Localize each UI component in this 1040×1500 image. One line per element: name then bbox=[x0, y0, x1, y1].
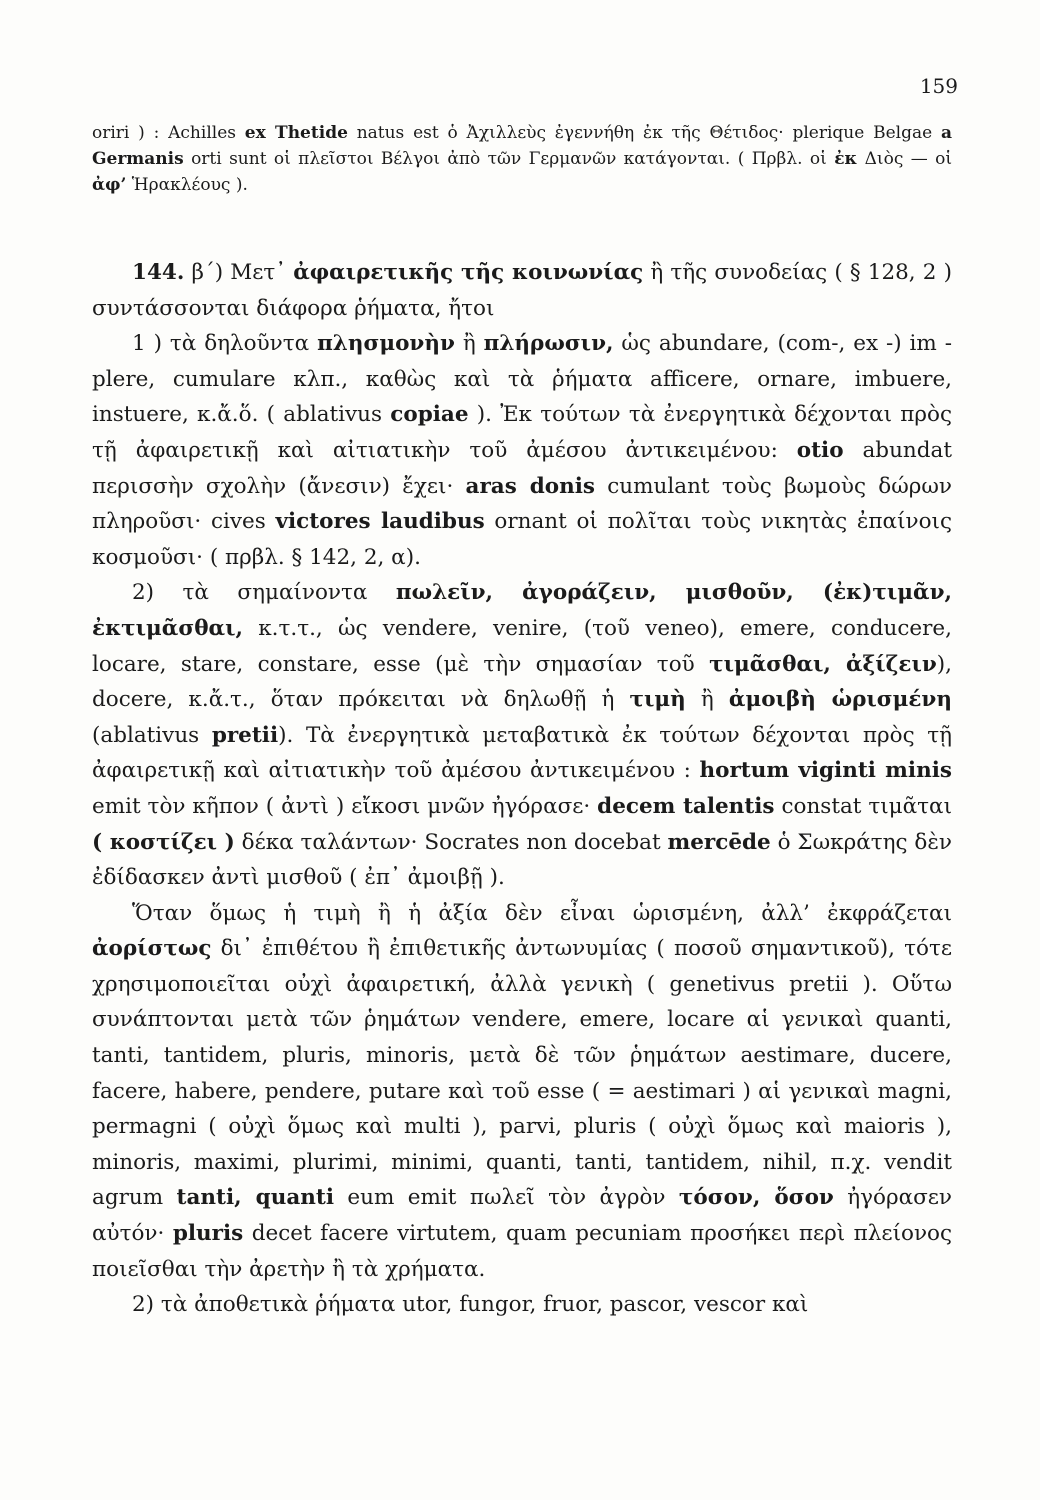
page-number: 159 bbox=[919, 74, 958, 98]
note-paragraph: oriri ) : Achilles ex Thetide natus est ὁ Ἀχιλλεὺς ἐγεννήθη ἐκ τῆς Θέτιδος· plerique Belgae a Germanis orti sunt οἱ πλεῖστοι Βέλγοι ἀπὸ τῶν Γερμανῶν κατάγονται. ( Πρβλ. οἱ ἐκ Διὸς — οἱ ἀφ’ Ἡρακλέους ). bbox=[92, 123, 953, 195]
paragraph-144: 144. β΄) Μετ᾽ ἀφαιρετικῆς τῆς κοινωνίας ἢ τῆς συνοδείας ( § 128, 2 ) συντάσσονται διάφορα ῥήματα, ἤτοι bbox=[92, 260, 952, 321]
paragraph-item-3: 2) τὰ ἀποθετικὰ ῥήματα utor, fungor, fruor, pascor, vescor καὶ bbox=[132, 1292, 809, 1318]
paragraph-item-2: 2) τὰ σημαίνοντα πωλεῖν, ἀγοράζειν, μισθοῦν, (ἐκ)τιμᾶν, ἐκτιμᾶσθαι, κ.τ.τ., ὡς vendere, venire, (τοῦ veneo), emere, conducere, locare, stare, constare, esse (μὲ τὴν σημασίαν τοῦ τιμᾶσθαι, ἀξίζειν), docere, κ.ἄ.τ., ὅταν πρόκειται νὰ δηλωθῇ ἡ τιμὴ ἢ ἀμοιβὴ ὡρισμένη (ablativus pretii). Τὰ ἐνεργητικὰ μεταβατικὰ ἐκ τούτων δέχονται πρὸς τῇ ἀφαιρετικῇ καὶ αἰτιατικὴν τοῦ ἀμέσου ἀντικειμένου : hortum viginti minis emit τὸν κῆπον ( ἀντὶ ) εἴκοσι μνῶν ἠγόρασε· decem talentis constat τιμᾶται ( κοστίζει ) δέκα ταλάντων· Socrates non docebat mercēde ὁ Σωκράτης δὲν ἐδίδασκεν ἀντὶ μισθοῦ ( ἐπ᾽ ἀμοιβῇ ). bbox=[92, 580, 952, 891]
paragraph-item-1: 1 ) τὰ δηλοῦντα πλησμονὴν ἢ πλήρωσιν, ὡς abundare, (com-, ex -) im - plere, cumulare κλπ., καθὼς καὶ τὰ ῥήματα afficere, ornare, imbuere, instuere, κ.ἄ.ὅ. ( ablativus copiae ). Ἐκ τούτων τὰ ἐνεργητικὰ δέχονται πρὸς τῇ ἀφαιρετικῇ καὶ αἰτιατικὴν τοῦ ἀμέσου ἀντικειμένου: otio abundat περισσὴν σχολὴν (ἄνεσιν) ἔχει· aras donis cumulant τοὺς βωμοὺς δώρων πληροῦσι· cives victores laudibus ornant οἱ πολῖται τοὺς νικητὰς ἐπαίνοις κοσμοῦσι· ( πρβλ. § 142, 2, α). bbox=[92, 331, 953, 570]
main-text bbox=[92, 255, 952, 1323]
paragraph-indefinite-price: Ὅταν ὅμως ἡ τιμὴ ἢ ἡ ἀξία δὲν εἶναι ὡρισμένη, ἀλλ’ ἐκφράζεται ἀορίστως δι᾽ ἐπιθέτου ἢ ἐπιθετικῆς ἀντωνυμίας ( ποσοῦ σημαντικοῦ), τότε χρησιμοποιεῖται οὐχὶ ἀφαιρετική, ἀλλὰ γενικὴ ( genetivus pretii ). Οὕτω συνάπτονται μετὰ τῶν ῥημάτων vendere, emere, locare αἱ γενικαὶ quanti, tanti, tantidem, pluris, minoris, μετὰ δὲ τῶν ῥημάτων aestimare, ducere, facere, habere, pendere, putare καὶ τοῦ esse ( = aestimari ) αἱ γενικαὶ magni, permagni ( οὐχὶ ὅμως καὶ multi ), parvi, pluris ( οὐχὶ ὅμως καὶ maioris ), minoris, maximi, plurimi, minimi, quanti, tanti, tantidem, nihil, π.χ. vendit agrum tanti, quanti eum emit πωλεῖ τὸν ἀγρὸν τόσον, ὅσον ἠγόρασεν αὐτόν· pluris decet facere virtutem, quam pecuniam προσήκει περὶ πλείονος ποιεῖσθαι τὴν ἀρετὴν ἢ τὰ χρήματα. bbox=[92, 900, 952, 1282]
